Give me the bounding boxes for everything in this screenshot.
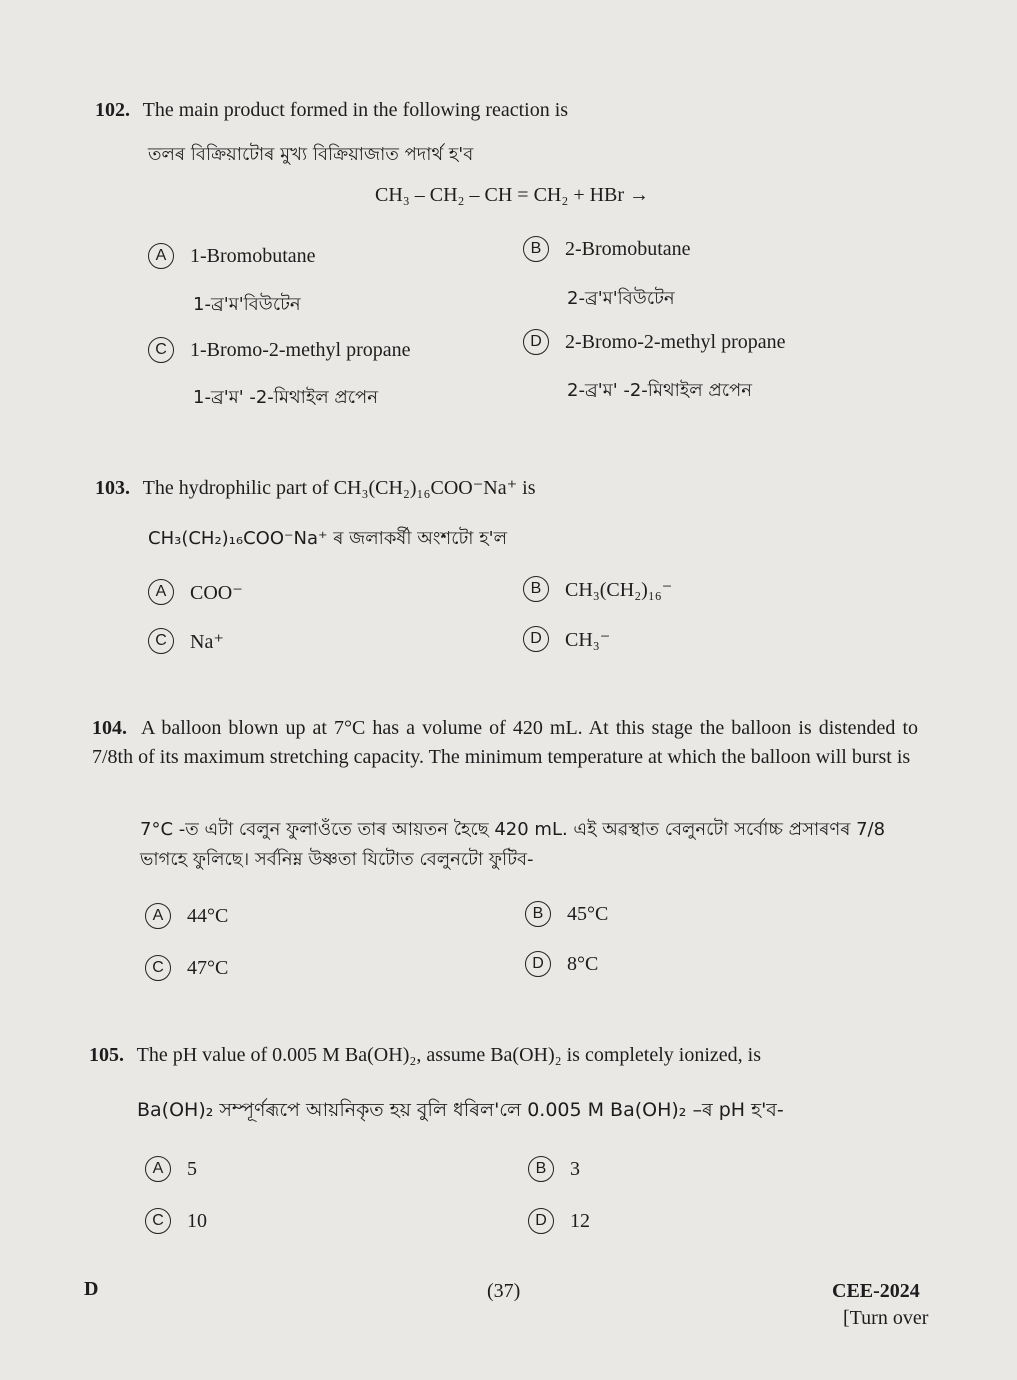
question-text-en: A balloon blown up at 7°C has a volume of 420 mL. At this stage the balloon is distended to 7/8th of its maximum stretching capacity. The minimum temperature at which the balloon will burst is — [92, 717, 919, 768]
option-text-en: 1-Bromobutane — [190, 244, 316, 267]
option-text: COO⁻ — [190, 581, 243, 604]
question-105 — [89, 1041, 919, 1070]
option-text-en: 1-Bromo-2-methyl propane — [190, 338, 411, 361]
exam-code: CEE-2024 — [832, 1280, 920, 1302]
option-text: CH₃⁻ — [565, 628, 611, 651]
option-letter: C — [148, 628, 174, 654]
option-d[interactable] — [523, 329, 786, 355]
option-text: Na⁺ — [190, 630, 224, 653]
option-letter: D — [525, 951, 551, 977]
question-text-as: Ba(OH)₂ সম্পূৰ্ণৰূপে আয়নিকৃত হয় বুলি ধৰিল'লে 0.005 M Ba(OH)₂ –ৰ pH হ'ব- — [137, 1099, 784, 1121]
option-letter: A — [148, 579, 174, 605]
option-letter: D — [528, 1208, 554, 1234]
option-letter: A — [145, 1156, 171, 1182]
page-number: (37) — [487, 1280, 521, 1302]
question-text-en: The hydrophilic part of CH₃(CH₂)₁₆COO⁻Na⁺ is — [142, 477, 536, 499]
question-104 — [92, 714, 918, 772]
option-text-as: 1-ব্ৰ'ম'বিউটেন — [193, 294, 301, 315]
option-text: CH₃(CH₂)₁₆⁻ — [565, 578, 673, 601]
option-text: 47°C — [187, 956, 229, 979]
option-d[interactable] — [528, 1208, 590, 1234]
option-a[interactable] — [145, 903, 228, 929]
option-letter: C — [148, 337, 174, 363]
option-c[interactable] — [148, 628, 224, 654]
reaction-equation: CH₃ – CH₂ – CH = CH₂ + HBr → — [375, 184, 650, 206]
question-text-as: তলৰ বিক্ৰিয়াটোৰ মুখ্য বিক্ৰিয়াজাত পদাৰ্থ হ'ব — [148, 144, 474, 165]
option-text: 44°C — [187, 904, 229, 927]
option-text: 5 — [187, 1157, 197, 1180]
option-b[interactable] — [525, 901, 608, 927]
option-c[interactable] — [145, 1208, 207, 1234]
option-letter: A — [148, 243, 174, 269]
option-text-as: 1-ব্ৰ'ম' -2-মিথাইল প্ৰপেন — [193, 387, 378, 408]
option-letter: D — [523, 626, 549, 652]
option-text: 3 — [570, 1157, 580, 1180]
option-c[interactable] — [145, 955, 228, 981]
question-number: 102. — [95, 99, 130, 121]
option-b[interactable] — [528, 1156, 580, 1182]
option-a[interactable] — [145, 1156, 197, 1182]
option-text-as: 2-ব্ৰ'ম'বিউটেন — [567, 288, 675, 309]
option-text: 8°C — [567, 952, 599, 975]
question-number: 105. — [89, 1044, 124, 1066]
option-a[interactable] — [148, 243, 316, 269]
option-text: 12 — [570, 1209, 590, 1232]
question-text-en: The main product formed in the following reaction is — [142, 99, 569, 121]
option-text-as: 2-ব্ৰ'ম' -2-মিথাইল প্ৰপেন — [567, 380, 752, 401]
option-letter: C — [145, 1208, 171, 1234]
option-text: 10 — [187, 1209, 207, 1232]
option-letter: B — [523, 236, 549, 262]
question-number: 103. — [95, 477, 130, 499]
option-b[interactable] — [523, 576, 672, 602]
option-letter: D — [523, 329, 549, 355]
paper-set: D — [84, 1278, 99, 1300]
option-letter: B — [523, 576, 549, 602]
option-text-en: 2-Bromo-2-methyl propane — [565, 330, 786, 353]
turn-over: [Turn over — [843, 1307, 929, 1329]
option-text-en: 2-Bromobutane — [565, 237, 691, 260]
option-letter: B — [528, 1156, 554, 1182]
option-a[interactable] — [148, 579, 243, 605]
option-d[interactable] — [523, 626, 610, 652]
question-number: 104. — [92, 717, 127, 739]
question-text-as: 7°C -ত এটা বেলুন ফুলাওঁতে তাৰ আয়তন হৈছে 420 mL. এই অৱস্থাত বেলুনটো সৰ্বোচ্চ প্ৰসাৰণৰ 7/8 ভাগহে ফুলিছে। সৰ্বনিম্ন উষ্ণতা যিটোত বেলুনটো ফুটিব- — [140, 819, 886, 870]
question-103 — [95, 474, 925, 503]
question-text-as: CH₃(CH₂)₁₆COO⁻Na⁺ ৰ জলাকৰ্ষী অংশটো হ'ল — [148, 528, 508, 549]
question-text-en: The pH value of 0.005 M Ba(OH)₂, assume Ba(OH)₂ is completely ionized, is — [136, 1044, 762, 1066]
option-c[interactable] — [148, 337, 411, 363]
option-d[interactable] — [525, 951, 598, 977]
question-102 — [95, 96, 925, 125]
option-text: 45°C — [567, 902, 609, 925]
option-letter: C — [145, 955, 171, 981]
option-letter: A — [145, 903, 171, 929]
option-letter: B — [525, 901, 551, 927]
option-b[interactable] — [523, 236, 691, 262]
